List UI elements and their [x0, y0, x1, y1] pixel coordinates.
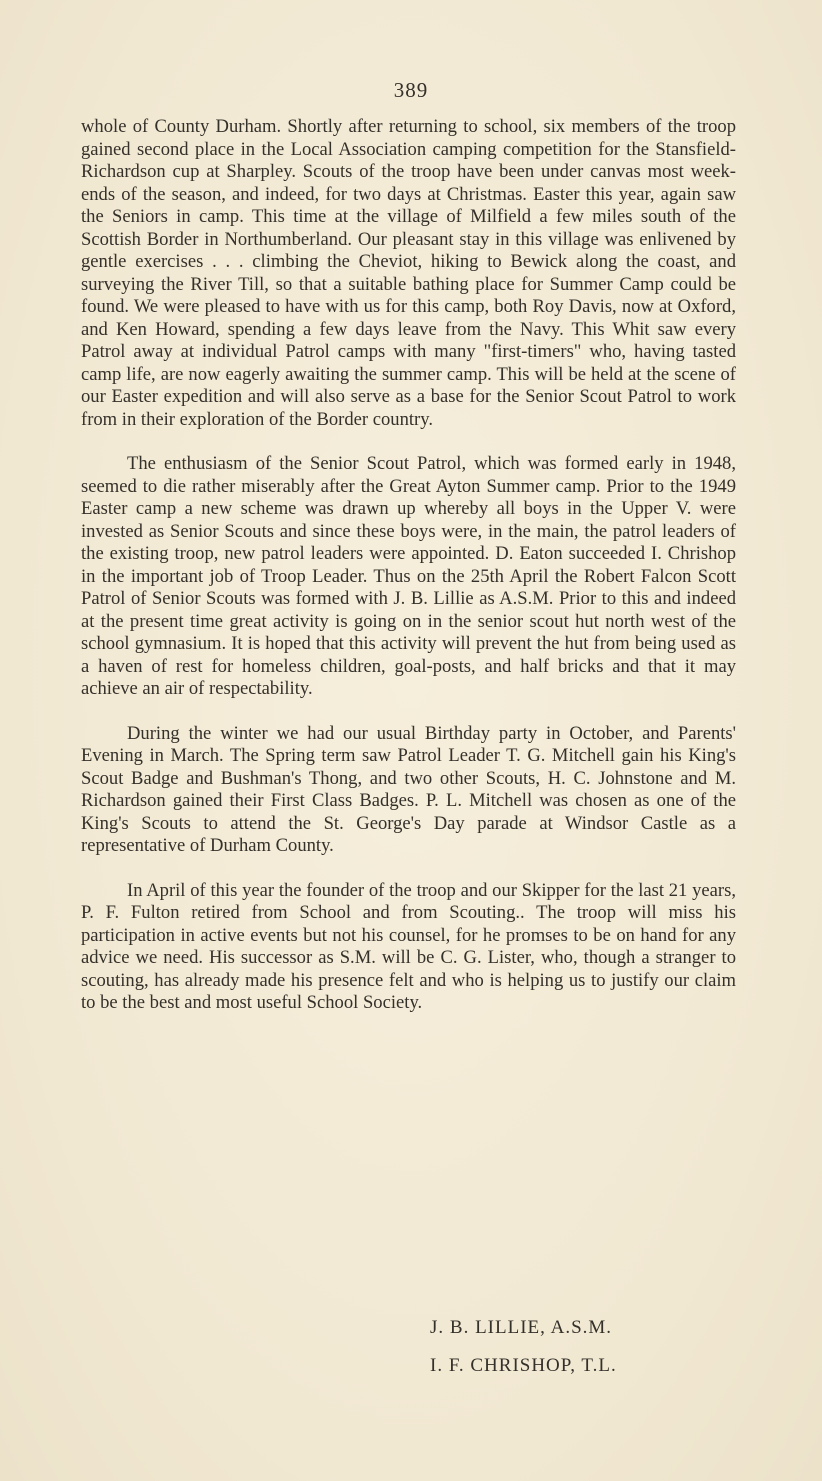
- paragraph-continued: whole of County Durham. Shortly after returning to school, six members of the troop gained second place in the Local Association camping competition for the Stansfield-Richardson cup at Sharpley. Scouts of the troop have been under canvas most week-ends of the season, and indeed, for two days at Christmas. Easter this year, again saw the Seniors in camp. This time at the village of Milfield a few miles south of the Scottish Border in Northumberland. Our pleasant stay in this village was enlivened by gentle exercises . . . climbing the Cheviot, hiking to Bewick along the coast, and surveying the River Till, so that a suitable bathing place for Summer Camp could be found. We were pleased to have with us for this camp, both Roy Davis, now at Oxford, and Ken Howard, spending a few days leave from the Navy. This Whit saw every Patrol away at individual Patrol camps with many "first-timers" who, having tasted camp life, are now eagerly awaiting the summer camp. This will be held at the scene of our Easter expedition and will also serve as a base for the Senior Scout Patrol to work from in their exploration of the Border country.: [81, 116, 736, 430]
- signature-block: [430, 1317, 730, 1377]
- paragraph-founder-retirement: In April of this year the founder of the troop and our Skipper for the last 21 years, P. F. Fulton retired from School and from Scouting.. The troop will miss his participation in active events but not his counsel, for he promses to be on hand for any advice we need. His successor as S.M. will be C. G. Lister, who, though a stranger to scouting, has already made his presence felt and who is helping us to justify our claim to be the best and most useful School Society.: [81, 879, 736, 1013]
- signature-chrishop: I. F. CHRISHOP, T.L.: [430, 1355, 617, 1376]
- paragraph-winter-events: During the winter we had our usual Birthday party in October, and Parents' Evening in March. The Spring term saw Patrol Leader T. G. Mitchell gain his King's Scout Badge and Bushman's Thong, and two other Scouts, H. C. Johnstone and M. Richardson gained their First Class Badges. P. L. Mitchell was chosen as one of the King's Scouts to attend the St. George's Day parade at Windsor Castle as a representative of Durham County.: [81, 722, 736, 856]
- signature-lillie: J. B. LILLIE, A.S.M.: [430, 1317, 613, 1338]
- article-body: [81, 116, 736, 1015]
- paragraph-senior-scouts: The enthusiasm of the Senior Scout Patrol, which was formed early in 1948, seemed to die rather miserably after the Great Ayton Summer camp. Prior to the 1949 Easter camp a new scheme was drawn up whereby all boys in the Upper V. were invested as Senior Scouts and since these boys were, in the main, the patrol leaders of the existing troop, new patrol leaders were appointed. D. Eaton succeeded I. Chrishop in the important job of Troop Leader. Thus on the 25th April the Robert Falcon Scott Patrol of Senior Scouts was formed with J. B. Lillie as A.S.M. Prior to this and indeed at the present time great activity is going on in the senior scout hut north west of the school gymnasium. It is hoped that this activity will prevent the hut from being used as a haven of rest for homeless children, goal-posts, and half bricks and that it may achieve an air of respectability.: [81, 453, 736, 699]
- page-number: 389: [393, 78, 429, 102]
